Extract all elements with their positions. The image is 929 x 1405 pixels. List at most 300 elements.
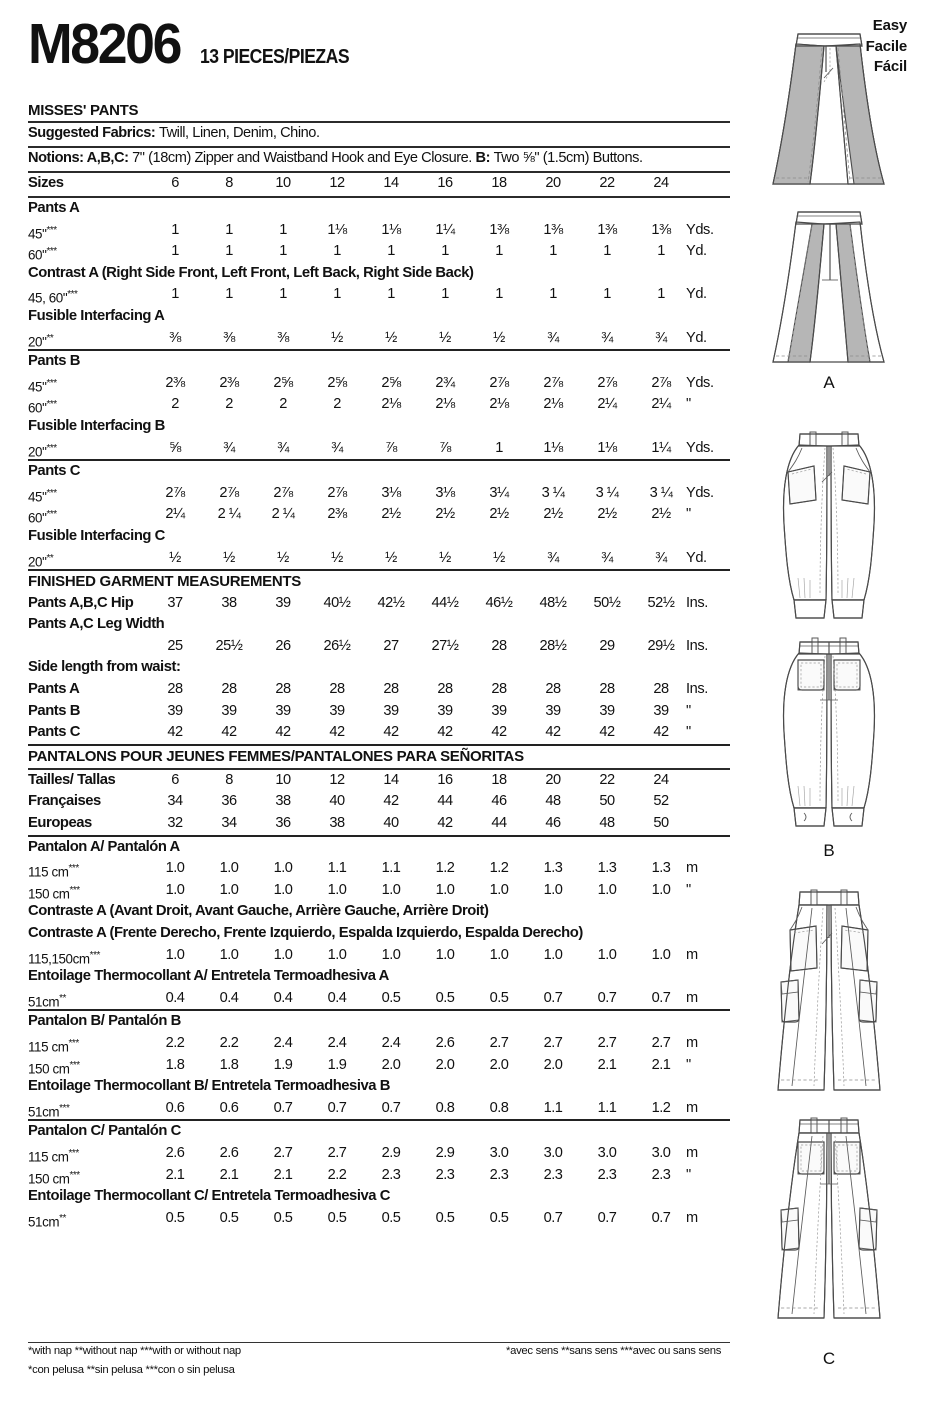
table-cell: 2½ bbox=[489, 506, 509, 523]
table-cell: 2.6 bbox=[435, 1034, 455, 1051]
table-row bbox=[28, 923, 730, 945]
section-heading: Fusible Interfacing A bbox=[28, 307, 165, 324]
table-row bbox=[28, 679, 730, 701]
table-cell: 40 bbox=[329, 793, 345, 810]
table-cell: 1.0 bbox=[489, 881, 509, 898]
table-cell: 2.0 bbox=[435, 1056, 455, 1073]
unit-label: " bbox=[686, 396, 691, 413]
finished-row-label: Pants A,C Leg Width bbox=[28, 616, 165, 633]
table-cell: 29 bbox=[599, 637, 615, 654]
metric-size-label: Europeas bbox=[28, 815, 92, 832]
table-row bbox=[28, 1165, 730, 1187]
table-cell: 2.3 bbox=[489, 1166, 509, 1183]
table-cell: 10 bbox=[275, 771, 291, 788]
view-a-label: A bbox=[823, 373, 835, 392]
table-cell: 12 bbox=[329, 771, 345, 788]
table-cell: 27½ bbox=[431, 637, 459, 654]
table-cell: 1.0 bbox=[219, 881, 239, 898]
table-cell: ¾ bbox=[547, 549, 559, 566]
finished-heading: FINISHED GARMENT MEASUREMENTS bbox=[28, 573, 301, 591]
table-cell: 50 bbox=[653, 815, 669, 832]
table-cell: 1.0 bbox=[381, 881, 401, 898]
unit-label: Yd. bbox=[686, 549, 707, 566]
table-row bbox=[28, 770, 730, 792]
footnote-french: *avec sens **sans sens ***avec ou sans sens bbox=[506, 1345, 722, 1357]
table-cell: 2.7 bbox=[327, 1144, 347, 1161]
table-cell: 28 bbox=[491, 637, 507, 654]
table-cell: 0.5 bbox=[381, 989, 401, 1006]
view-c-label: C bbox=[822, 1349, 836, 1368]
table-row bbox=[28, 614, 730, 636]
table-cell: 42 bbox=[275, 724, 291, 741]
view-a-drawing bbox=[754, 12, 904, 372]
table-cell: 10 bbox=[275, 175, 291, 191]
unit-label: Ins. bbox=[686, 594, 708, 611]
nap-footnote-marker: ** bbox=[46, 332, 54, 344]
table-cell: ½ bbox=[439, 549, 451, 566]
table-cell: 2.7 bbox=[273, 1144, 293, 1161]
row-label: 51cm** bbox=[28, 992, 66, 1010]
table-cell: 28 bbox=[167, 681, 183, 698]
table-row bbox=[28, 722, 730, 744]
finished-row-label: Pants A bbox=[28, 681, 80, 698]
table-cell: 2⅞ bbox=[651, 374, 671, 391]
row-label: 51cm*** bbox=[28, 1102, 70, 1120]
table-cell: 24 bbox=[653, 771, 669, 788]
table-cell: 40½ bbox=[323, 594, 351, 611]
table-row bbox=[28, 791, 730, 813]
table-cell: 1 bbox=[225, 243, 233, 260]
nap-footnote-marker: *** bbox=[68, 1147, 79, 1159]
table-cell: 1.2 bbox=[489, 860, 509, 877]
table-cell: 39 bbox=[221, 702, 237, 719]
table-cell: 2¾ bbox=[435, 374, 455, 391]
table-row bbox=[28, 1033, 730, 1055]
table-row bbox=[28, 394, 730, 416]
table-cell: 2⅜ bbox=[219, 374, 239, 391]
table-cell: 1 bbox=[387, 286, 395, 303]
table-cell: 27 bbox=[383, 637, 399, 654]
unit-label: Yd. bbox=[686, 329, 707, 346]
nap-footnote-marker: *** bbox=[46, 442, 57, 454]
table-cell: 1.0 bbox=[273, 881, 293, 898]
table-cell: 0.8 bbox=[489, 1099, 509, 1116]
table-cell: 39 bbox=[329, 702, 345, 719]
table-row bbox=[28, 123, 730, 146]
table-cell: 2.6 bbox=[219, 1144, 239, 1161]
table-cell: 16 bbox=[437, 771, 453, 788]
table-cell: 3.0 bbox=[543, 1144, 563, 1161]
row-label: 45"*** bbox=[28, 377, 57, 395]
table-cell: 24 bbox=[653, 175, 669, 191]
table-cell: 38 bbox=[275, 793, 291, 810]
table-cell: 1 bbox=[225, 221, 233, 238]
table-cell: 1 bbox=[657, 286, 665, 303]
unit-label: m bbox=[686, 1209, 698, 1226]
difficulty-en: Easy bbox=[872, 17, 907, 34]
unit-label: Yds. bbox=[686, 484, 714, 501]
table-cell: 0.5 bbox=[165, 1209, 185, 1226]
notions: Notions: A,B,C: 7" (18cm) Zipper and Waistband Hook and Eye Closure. B: Two ⅝" (1.5cm) Buttons. bbox=[28, 150, 643, 166]
table-cell: 0.5 bbox=[219, 1209, 239, 1226]
table-cell: 39 bbox=[491, 702, 507, 719]
table-cell: 0.5 bbox=[435, 989, 455, 1006]
illustration-view-c bbox=[729, 878, 929, 1369]
table-row bbox=[28, 636, 730, 658]
unit-label: m bbox=[686, 860, 698, 877]
table-cell: 1⅜ bbox=[651, 221, 671, 238]
table-cell: 18 bbox=[491, 175, 507, 191]
table-cell: 2⅛ bbox=[381, 396, 401, 413]
table-cell: 1.0 bbox=[435, 881, 455, 898]
row-label: 115,150cm*** bbox=[28, 949, 100, 967]
table-row bbox=[28, 701, 730, 723]
table-cell: 26½ bbox=[323, 637, 351, 654]
table-cell: 0.4 bbox=[327, 989, 347, 1006]
table-cell: 0.7 bbox=[327, 1099, 347, 1116]
table-cell: 2¼ bbox=[165, 506, 185, 523]
table-cell: 1.0 bbox=[651, 881, 671, 898]
table-cell: 0.7 bbox=[651, 1209, 671, 1226]
table-cell: 38 bbox=[221, 594, 237, 611]
table-cell: 2 ¼ bbox=[271, 506, 295, 523]
finished-row-label: Pants B bbox=[28, 702, 80, 719]
table-cell: 2.1 bbox=[597, 1056, 617, 1073]
table-cell: ⅞ bbox=[439, 439, 451, 456]
row-label: 115 cm*** bbox=[28, 1037, 79, 1055]
table-cell: 0.7 bbox=[543, 1209, 563, 1226]
table-cell: ½ bbox=[331, 329, 343, 346]
table-cell: 3⅛ bbox=[435, 484, 455, 501]
table-row bbox=[28, 1098, 730, 1120]
table-cell: 2½ bbox=[435, 506, 455, 523]
table-cell: 22 bbox=[599, 175, 615, 191]
table-cell: 29½ bbox=[647, 637, 675, 654]
table-cell: 39 bbox=[383, 702, 399, 719]
row-label: 150 cm*** bbox=[28, 1169, 80, 1186]
table-cell: 48 bbox=[599, 815, 615, 832]
table-cell: 1.0 bbox=[489, 946, 509, 963]
table-row bbox=[28, 461, 730, 483]
row-label: 150 cm*** bbox=[28, 1059, 80, 1077]
table-row bbox=[28, 593, 730, 615]
table-cell: 44 bbox=[437, 793, 453, 810]
table-cell: 39 bbox=[545, 702, 561, 719]
row-label: 20"*** bbox=[28, 442, 57, 459]
suggested-fabrics: Suggested Fabrics: Twill, Linen, Denim, Chino. bbox=[28, 125, 320, 141]
table-cell: 1 bbox=[171, 243, 179, 260]
unit-label: Yds. bbox=[686, 374, 714, 391]
table-cell: 28 bbox=[383, 681, 399, 698]
table-cell: 42 bbox=[383, 793, 399, 810]
section-heading: Contraste A (Avant Droit, Avant Gauche, Arrière Gauche, Arrière Droit) bbox=[28, 903, 489, 920]
specifications-table bbox=[28, 100, 730, 1229]
nap-footnote-marker: ** bbox=[46, 552, 54, 564]
table-cell: 3.0 bbox=[651, 1144, 671, 1161]
table-cell: 2⅝ bbox=[273, 374, 293, 391]
table-cell: ½ bbox=[223, 549, 235, 566]
table-cell: 1¼ bbox=[435, 221, 455, 238]
table-cell: ¾ bbox=[601, 549, 613, 566]
table-cell: 2.4 bbox=[381, 1034, 401, 1051]
nap-footnote-marker: *** bbox=[68, 1037, 79, 1049]
table-cell: ¾ bbox=[655, 329, 667, 346]
table-cell: 18 bbox=[491, 771, 507, 788]
section-heading: Pantalon B/ Pantalón B bbox=[28, 1013, 181, 1030]
table-row bbox=[28, 241, 730, 263]
table-cell: 1.3 bbox=[651, 860, 671, 877]
table-cell: 34 bbox=[221, 815, 237, 832]
table-cell: 2.7 bbox=[489, 1034, 509, 1051]
table-cell: 1 bbox=[279, 286, 287, 303]
section-heading: Pants A bbox=[28, 200, 80, 216]
table-cell: 1.0 bbox=[435, 946, 455, 963]
table-cell: 2.1 bbox=[165, 1166, 185, 1183]
table-cell: 8 bbox=[225, 175, 233, 191]
table-cell: 3¼ bbox=[489, 484, 509, 501]
nap-footnote-marker: *** bbox=[68, 863, 79, 875]
table-cell: ⅝ bbox=[169, 439, 181, 456]
table-cell: 1⅛ bbox=[381, 221, 401, 238]
table-cell: 2⅞ bbox=[489, 374, 509, 391]
table-cell: 1 bbox=[603, 286, 611, 303]
table-row bbox=[28, 988, 730, 1010]
table-row bbox=[28, 746, 730, 768]
table-cell: 1⅛ bbox=[597, 439, 617, 456]
table-row bbox=[28, 504, 730, 526]
nap-footnote-marker: *** bbox=[69, 1169, 80, 1181]
footnotes bbox=[28, 1342, 730, 1379]
table-cell: 1.9 bbox=[327, 1056, 347, 1073]
table-cell: 0.7 bbox=[543, 989, 563, 1006]
table-cell: 42 bbox=[491, 724, 507, 741]
table-cell: 3 ¼ bbox=[595, 484, 619, 501]
table-row bbox=[28, 1055, 730, 1077]
nap-footnote-marker: *** bbox=[46, 224, 57, 236]
table-cell: 1 bbox=[495, 439, 503, 456]
table-cell: 32 bbox=[167, 815, 183, 832]
table-cell: 28 bbox=[599, 681, 615, 698]
table-cell: 39 bbox=[599, 702, 615, 719]
table-cell: ½ bbox=[331, 549, 343, 566]
table-cell: ¾ bbox=[277, 439, 289, 456]
table-cell: 2.9 bbox=[435, 1144, 455, 1161]
table-cell: 0.5 bbox=[489, 1209, 509, 1226]
row-label: 20"** bbox=[28, 552, 54, 569]
table-cell: 1.1 bbox=[543, 1099, 563, 1116]
view-c-drawing bbox=[754, 878, 904, 1348]
row-label: 60"*** bbox=[28, 509, 57, 526]
table-cell: 36 bbox=[275, 815, 291, 832]
table-cell: 0.4 bbox=[165, 989, 185, 1006]
table-row bbox=[28, 373, 730, 395]
table-cell: 2.1 bbox=[651, 1056, 671, 1073]
table-row bbox=[28, 416, 730, 438]
table-cell: 39 bbox=[275, 594, 291, 611]
table-row bbox=[28, 1208, 730, 1230]
table-row bbox=[28, 1143, 730, 1165]
table-cell: 3 ¼ bbox=[649, 484, 673, 501]
table-cell: 0.5 bbox=[327, 1209, 347, 1226]
table-cell: 42 bbox=[437, 815, 453, 832]
footnote-spanish: *con pelusa **sin pelusa ***con o sin pelusa bbox=[28, 1364, 235, 1376]
nap-footnote-marker: *** bbox=[67, 289, 78, 301]
table-row bbox=[28, 1186, 730, 1208]
section-heading: Fusible Interfacing B bbox=[28, 417, 165, 434]
section-heading: Pants C bbox=[28, 463, 80, 480]
unit-label: Ins. bbox=[686, 681, 708, 698]
section-heading: Pants B bbox=[28, 353, 80, 370]
table-cell: 2.3 bbox=[597, 1166, 617, 1183]
row-label: 60"*** bbox=[28, 246, 57, 263]
table-cell: 34 bbox=[167, 793, 183, 810]
table-cell: 20 bbox=[545, 771, 561, 788]
row-label: 60"*** bbox=[28, 399, 57, 416]
table-cell: 1 bbox=[441, 243, 449, 260]
table-cell: 1.0 bbox=[651, 946, 671, 963]
table-cell: 1 bbox=[387, 243, 395, 260]
table-cell: 1.2 bbox=[435, 860, 455, 877]
nap-footnote-marker: ** bbox=[59, 992, 66, 1004]
table-row bbox=[28, 526, 730, 548]
table-cell: 1 bbox=[333, 243, 341, 260]
section-heading: Fusible Interfacing C bbox=[28, 527, 165, 544]
table-row bbox=[28, 306, 730, 328]
table-cell: 2¼ bbox=[651, 396, 671, 413]
table-cell: 1 bbox=[657, 243, 665, 260]
section-heading: Pantalon A/ Pantalón A bbox=[28, 838, 180, 855]
table-cell: 2⅞ bbox=[165, 484, 185, 501]
table-cell: 1.0 bbox=[381, 946, 401, 963]
table-cell: 28 bbox=[437, 681, 453, 698]
table-cell: 2.0 bbox=[543, 1056, 563, 1073]
table-cell: 2.9 bbox=[381, 1144, 401, 1161]
view-b-drawing bbox=[754, 420, 904, 840]
table-cell: 2⅞ bbox=[219, 484, 239, 501]
unit-label: Yds. bbox=[686, 221, 714, 238]
nap-footnote-marker: *** bbox=[46, 377, 57, 389]
table-cell: 3⅛ bbox=[381, 484, 401, 501]
table-row bbox=[28, 438, 730, 460]
unit-label: " bbox=[686, 506, 691, 523]
table-row bbox=[28, 483, 730, 505]
table-cell: 48 bbox=[545, 793, 561, 810]
table-cell: ½ bbox=[385, 329, 397, 346]
nap-footnote-marker: *** bbox=[46, 487, 57, 499]
table-cell: 2.2 bbox=[165, 1034, 185, 1051]
table-cell: 1 bbox=[279, 221, 287, 238]
table-cell: 6 bbox=[171, 175, 179, 191]
table-cell: 2⅞ bbox=[273, 484, 293, 501]
table-cell: 28 bbox=[653, 681, 669, 698]
table-cell: 1.0 bbox=[165, 881, 185, 898]
pattern-number: M8206 bbox=[28, 12, 181, 76]
unit-label: " bbox=[686, 1056, 691, 1073]
table-cell: 1 bbox=[495, 243, 503, 260]
table-cell: 1.0 bbox=[219, 860, 239, 877]
finished-row-label: Side length from waist: bbox=[28, 659, 181, 676]
table-cell: 2.7 bbox=[543, 1034, 563, 1051]
table-cell: 42 bbox=[383, 724, 399, 741]
table-cell: 2.6 bbox=[165, 1144, 185, 1161]
unit-label: m bbox=[686, 946, 698, 963]
table-cell: 42½ bbox=[377, 594, 405, 611]
table-cell: 2⅛ bbox=[435, 396, 455, 413]
table-cell: 42 bbox=[221, 724, 237, 741]
table-cell: 48½ bbox=[539, 594, 567, 611]
table-cell: 1.0 bbox=[273, 946, 293, 963]
table-cell: 0.7 bbox=[381, 1099, 401, 1116]
table-cell: 50 bbox=[599, 793, 615, 810]
table-cell: ¾ bbox=[601, 329, 613, 346]
table-row bbox=[28, 351, 730, 373]
section-heading: Entoilage Thermocollant C/ Entretela Termoadhesiva C bbox=[28, 1188, 390, 1205]
table-cell: 37 bbox=[167, 594, 183, 611]
table-cell: 2.7 bbox=[597, 1034, 617, 1051]
table-cell: 2.2 bbox=[327, 1166, 347, 1183]
table-cell: 1.8 bbox=[165, 1056, 185, 1073]
table-cell: 1 bbox=[441, 286, 449, 303]
table-cell: 2.4 bbox=[327, 1034, 347, 1051]
table-cell: 1¼ bbox=[651, 439, 671, 456]
table-cell: ¾ bbox=[331, 439, 343, 456]
table-cell: 1⅛ bbox=[327, 221, 347, 238]
table-cell: ⅜ bbox=[223, 329, 235, 346]
section-heading: Entoilage Thermocollant B/ Entretela Termoadhesiva B bbox=[28, 1078, 390, 1095]
table-row bbox=[28, 263, 730, 285]
footnote-english: *with nap **without nap ***with or without nap bbox=[28, 1345, 241, 1357]
table-cell: 46 bbox=[491, 793, 507, 810]
table-cell: 25 bbox=[167, 637, 183, 654]
table-cell: 1.0 bbox=[597, 881, 617, 898]
table-cell: 16 bbox=[437, 175, 453, 191]
table-row bbox=[28, 571, 730, 593]
table-cell: 2⅛ bbox=[543, 396, 563, 413]
table-cell: 1.1 bbox=[597, 1099, 617, 1116]
table-cell: 1.9 bbox=[273, 1056, 293, 1073]
table-cell: 1.0 bbox=[597, 946, 617, 963]
table-cell: ⅜ bbox=[169, 329, 181, 346]
table-cell: ½ bbox=[277, 549, 289, 566]
table-cell: 2.3 bbox=[543, 1166, 563, 1183]
table-cell: 50½ bbox=[593, 594, 621, 611]
table-cell: 1.0 bbox=[543, 881, 563, 898]
table-cell: 42 bbox=[653, 724, 669, 741]
table-cell: 42 bbox=[329, 724, 345, 741]
table-cell: 44½ bbox=[431, 594, 459, 611]
nap-footnote-marker: *** bbox=[46, 509, 57, 521]
table-cell: 2.0 bbox=[489, 1056, 509, 1073]
table-cell: 46½ bbox=[485, 594, 513, 611]
table-cell: 0.7 bbox=[597, 1209, 617, 1226]
table-cell: ½ bbox=[493, 329, 505, 346]
table-cell: 39 bbox=[653, 702, 669, 719]
table-cell: 1⅜ bbox=[543, 221, 563, 238]
table-row bbox=[28, 880, 730, 902]
table-row bbox=[28, 901, 730, 923]
table-cell: 0.7 bbox=[651, 989, 671, 1006]
table-cell: 1 bbox=[171, 286, 179, 303]
table-cell: 1.0 bbox=[165, 946, 185, 963]
nap-footnote-marker: *** bbox=[59, 1102, 70, 1114]
table-row bbox=[28, 837, 730, 859]
table-cell: 2¼ bbox=[597, 396, 617, 413]
table-cell: 42 bbox=[599, 724, 615, 741]
table-cell: 1.0 bbox=[273, 860, 293, 877]
table-cell: 42 bbox=[545, 724, 561, 741]
table-cell: 38 bbox=[329, 815, 345, 832]
table-cell: 52½ bbox=[647, 594, 675, 611]
